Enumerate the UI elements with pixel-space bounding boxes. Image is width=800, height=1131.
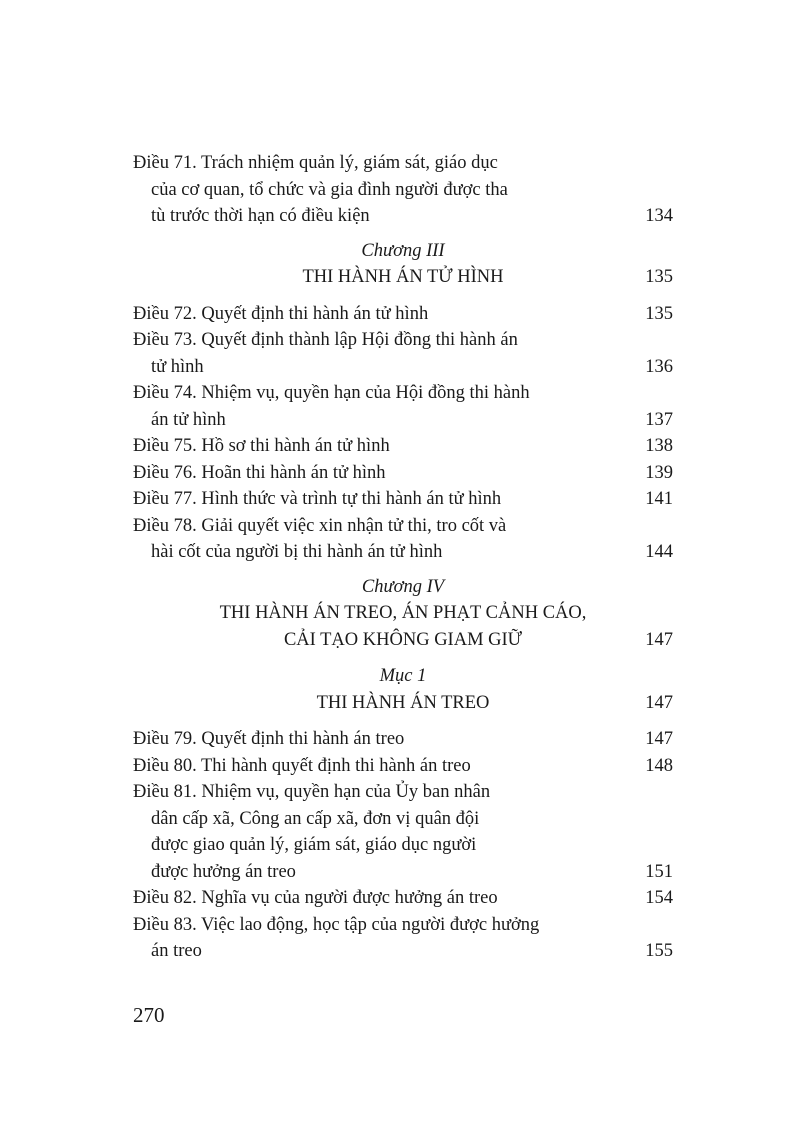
- table-of-contents: [133, 150, 673, 965]
- toc-entry-line: hài cốt của người bị thi hành án tử hình: [151, 542, 443, 562]
- section-label: Mục 1: [379, 666, 427, 686]
- toc-entry-line: Điều 78. Giải quyết việc xin nhận tử thi, tro cốt và: [133, 515, 507, 536]
- toc-entry: [133, 150, 673, 230]
- toc-entry-page-number: 134: [645, 206, 673, 226]
- toc-entry-page-number: 144: [645, 542, 673, 562]
- toc-entry-title: [133, 301, 633, 328]
- toc-entry-title: [133, 380, 633, 433]
- toc-entry-line: Điều 71. Trách nhiệm quản lý, giám sát, giáo dục: [133, 153, 498, 173]
- toc-entry-line: Điều 72. Quyết định thi hành án tử hình: [133, 303, 429, 324]
- toc-entry-page-number: 141: [645, 489, 673, 509]
- section-1-heading: [133, 663, 673, 716]
- toc-entry-line: của cơ quan, tổ chức và gia đình người được tha: [151, 179, 508, 200]
- toc-entry: [133, 486, 673, 513]
- toc-entry-line: tù trước thời hạn có điều kiện: [151, 206, 370, 226]
- toc-entry-page-number: 136: [645, 356, 673, 377]
- section-title: THI HÀNH ÁN TREO: [316, 692, 490, 713]
- toc-entries-block-3: [133, 726, 673, 965]
- toc-entry: [133, 885, 673, 912]
- toc-entry-line: Điều 80. Thi hành quyết định thi hành án treo: [133, 755, 471, 776]
- toc-entry-title: [133, 885, 633, 912]
- section-page-number: 147: [645, 692, 673, 713]
- toc-entry: [133, 301, 673, 328]
- toc-entry-title: [133, 513, 633, 566]
- toc-entry-title: [133, 433, 633, 460]
- toc-entry-title: [133, 486, 633, 513]
- chapter-title: THI HÀNH ÁN TỬ HÌNH: [302, 267, 504, 287]
- toc-entry-title: [133, 726, 633, 753]
- toc-entry-page-number: 148: [645, 755, 673, 776]
- toc-entry-page-number: 139: [645, 462, 673, 483]
- toc-entry-title: [133, 912, 633, 965]
- toc-entry-page-number: 155: [645, 941, 673, 961]
- toc-entry-line: dân cấp xã, Công an cấp xã, đơn vị quân đội: [151, 808, 480, 829]
- toc-entry-title: [133, 779, 633, 885]
- toc-entries-block-2: [133, 301, 673, 566]
- toc-entry-title: [133, 753, 633, 780]
- toc-entry-line: Điều 81. Nhiệm vụ, quyền hạn của Ủy ban nhân: [133, 782, 491, 802]
- chapter-label: Chương III: [361, 240, 445, 261]
- toc-entries-block-1: [133, 150, 673, 230]
- toc-entry-page-number: 154: [645, 888, 673, 908]
- chapter-title-line: THI HÀNH ÁN TREO, ÁN PHẠT CẢNH CÁO,: [219, 603, 587, 623]
- toc-entry-line: Điều 82. Nghĩa vụ của người được hưởng án treo: [133, 888, 498, 908]
- toc-entry-title: [133, 460, 633, 487]
- toc-entry-line: Điều 79. Quyết định thi hành án treo: [133, 729, 405, 749]
- toc-entry-page-number: 137: [645, 409, 673, 430]
- toc-entry-line: Điều 83. Việc lao động, học tập của người được hưởng: [133, 914, 540, 935]
- toc-entry-line: Điều 76. Hoãn thi hành án tử hình: [133, 462, 386, 483]
- toc-entry: [133, 912, 673, 965]
- chapter-page-number: 147: [645, 629, 673, 650]
- toc-entry-line: được hưởng án treo: [151, 861, 296, 882]
- chapter-label: Chương IV: [361, 576, 445, 597]
- toc-entry-page-number: 135: [645, 303, 673, 324]
- toc-entry-line: án treo: [151, 941, 202, 961]
- toc-entry-line: Điều 75. Hồ sơ thi hành án tử hình: [133, 436, 390, 456]
- toc-entry: [133, 460, 673, 487]
- toc-entry: [133, 726, 673, 753]
- toc-entry: [133, 753, 673, 780]
- page-number: 270: [133, 1003, 165, 1027]
- chapter-4-heading: [133, 574, 673, 654]
- toc-entry-page-number: 151: [645, 861, 673, 882]
- toc-entry-line: tử hình: [151, 356, 204, 377]
- toc-entry-page-number: 147: [645, 729, 673, 749]
- toc-entry-line: Điều 77. Hình thức và trình tự thi hành án tử hình: [133, 489, 502, 509]
- toc-entry-line: được giao quản lý, giám sát, giáo dục người: [151, 835, 477, 855]
- chapter-title-line: CẢI TẠO KHÔNG GIAM GIỮ: [283, 629, 523, 650]
- toc-entry-line: Điều 74. Nhiệm vụ, quyền hạn của Hội đồng thi hành: [133, 383, 530, 403]
- chapter-3-heading: [133, 238, 673, 291]
- toc-entry-page-number: 138: [645, 436, 673, 456]
- toc-entry-title: [133, 150, 633, 230]
- toc-entry: [133, 513, 673, 566]
- toc-entry-title: [133, 327, 633, 380]
- toc-entry-line: án tử hình: [151, 409, 226, 430]
- toc-entry: [133, 779, 673, 885]
- toc-entry-line: Điều 73. Quyết định thành lập Hội đồng thi hành án: [133, 330, 518, 350]
- toc-entry: [133, 433, 673, 460]
- toc-entry: [133, 380, 673, 433]
- chapter-page-number: 135: [645, 267, 673, 287]
- toc-entry: [133, 327, 673, 380]
